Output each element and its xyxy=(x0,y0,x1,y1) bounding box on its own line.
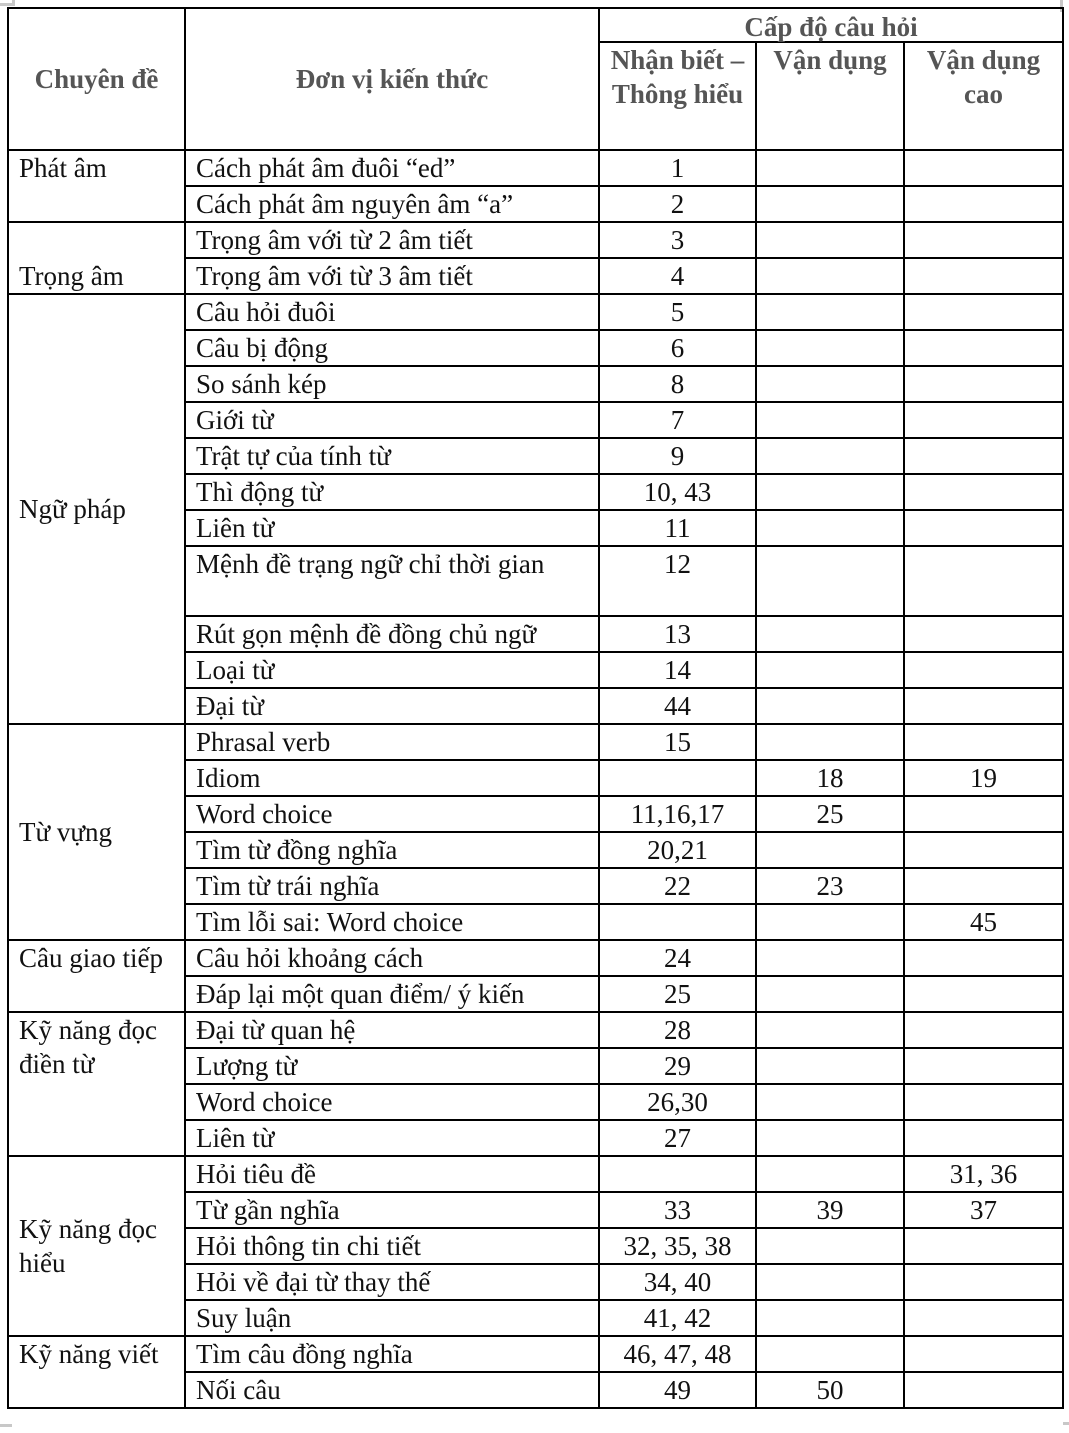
application-cell xyxy=(756,976,904,1012)
table-row xyxy=(8,294,1063,330)
table-row xyxy=(8,724,1063,760)
recognition-cell: 27 xyxy=(599,1120,756,1156)
application-cell xyxy=(756,1084,904,1120)
advanced-application-cell xyxy=(904,330,1063,366)
knowledge-unit-cell: Tìm câu đồng nghĩa xyxy=(185,1336,599,1372)
recognition-cell: 1 xyxy=(599,150,756,186)
recognition-cell: 11,16,17 xyxy=(599,796,756,832)
knowledge-unit-cell: Loại từ xyxy=(185,652,599,688)
header-level-recognition: Nhận biết – Thông hiểu xyxy=(599,42,756,150)
knowledge-unit-cell: Tìm từ đồng nghĩa xyxy=(185,832,599,868)
advanced-application-cell xyxy=(904,258,1063,294)
recognition-cell: 41, 42 xyxy=(599,1300,756,1336)
topic-cell: Kỹ năng đọc hiểu xyxy=(8,1156,185,1336)
application-cell xyxy=(756,330,904,366)
recognition-cell: 9 xyxy=(599,438,756,474)
header-level-advanced: Vận dụng cao xyxy=(904,42,1063,150)
advanced-application-cell xyxy=(904,438,1063,474)
recognition-cell: 28 xyxy=(599,1012,756,1048)
topic-cell: Ngữ pháp xyxy=(8,294,185,724)
knowledge-unit-cell: Câu hỏi khoảng cách xyxy=(185,940,599,976)
table-row xyxy=(8,150,1063,186)
advanced-application-cell xyxy=(904,1120,1063,1156)
recognition-cell: 44 xyxy=(599,688,756,724)
knowledge-unit-cell: Mệnh đề trạng ngữ chỉ thời gian xyxy=(185,546,599,616)
advanced-application-cell xyxy=(904,366,1063,402)
advanced-application-cell xyxy=(904,868,1063,904)
recognition-cell: 11 xyxy=(599,510,756,546)
knowledge-unit-cell: Hỏi thông tin chi tiết xyxy=(185,1228,599,1264)
topic-cell: Trọng âm xyxy=(8,222,185,294)
knowledge-unit-cell: Tìm lỗi sai: Word choice xyxy=(185,904,599,940)
table-row xyxy=(8,1156,1063,1192)
advanced-application-cell xyxy=(904,652,1063,688)
application-cell xyxy=(756,724,904,760)
advanced-application-cell xyxy=(904,186,1063,222)
knowledge-unit-cell: Liên từ xyxy=(185,1120,599,1156)
knowledge-unit-cell: Trật tự của tính từ xyxy=(185,438,599,474)
recognition-cell: 26,30 xyxy=(599,1084,756,1120)
recognition-cell: 13 xyxy=(599,616,756,652)
application-cell xyxy=(756,1012,904,1048)
table-row xyxy=(8,222,1063,258)
topic-cell: Câu giao tiếp xyxy=(8,940,185,1012)
advanced-application-cell xyxy=(904,474,1063,510)
application-cell xyxy=(756,904,904,940)
advanced-application-cell xyxy=(904,510,1063,546)
knowledge-unit-cell: Hỏi tiêu đề xyxy=(185,1156,599,1192)
application-cell xyxy=(756,438,904,474)
knowledge-unit-cell: Word choice xyxy=(185,796,599,832)
application-cell xyxy=(756,616,904,652)
knowledge-unit-cell: Lượng từ xyxy=(185,1048,599,1084)
application-cell xyxy=(756,258,904,294)
application-cell xyxy=(756,474,904,510)
table-row xyxy=(8,1012,1063,1048)
knowledge-unit-cell: Trọng âm với từ 3 âm tiết xyxy=(185,258,599,294)
recognition-cell: 33 xyxy=(599,1192,756,1228)
application-cell xyxy=(756,294,904,330)
recognition-cell: 10, 43 xyxy=(599,474,756,510)
topic-cell: Kỹ năng đọc điền từ xyxy=(8,1012,185,1156)
advanced-application-cell: 45 xyxy=(904,904,1063,940)
advanced-application-cell xyxy=(904,1372,1063,1408)
header-unit: Đơn vị kiến thức xyxy=(185,8,599,150)
advanced-application-cell: 37 xyxy=(904,1192,1063,1228)
advanced-application-cell: 31, 36 xyxy=(904,1156,1063,1192)
application-cell xyxy=(756,1048,904,1084)
header-topic: Chuyên đề xyxy=(8,8,185,150)
application-cell xyxy=(756,1156,904,1192)
knowledge-unit-cell: Liên từ xyxy=(185,510,599,546)
recognition-cell: 49 xyxy=(599,1372,756,1408)
advanced-application-cell xyxy=(904,616,1063,652)
recognition-cell xyxy=(599,1156,756,1192)
page-corner-mark xyxy=(1063,1422,1069,1433)
advanced-application-cell xyxy=(904,150,1063,186)
advanced-application-cell xyxy=(904,688,1063,724)
application-cell xyxy=(756,546,904,616)
application-cell xyxy=(756,1120,904,1156)
table-row xyxy=(8,1336,1063,1372)
application-cell xyxy=(756,940,904,976)
advanced-application-cell xyxy=(904,976,1063,1012)
recognition-cell: 14 xyxy=(599,652,756,688)
advanced-application-cell xyxy=(904,796,1063,832)
knowledge-unit-cell: Rút gọn mệnh đề đồng chủ ngữ xyxy=(185,616,599,652)
advanced-application-cell xyxy=(904,832,1063,868)
advanced-application-cell xyxy=(904,1228,1063,1264)
table-row xyxy=(8,940,1063,976)
topic-cell: Từ vựng xyxy=(8,724,185,940)
knowledge-unit-cell: Cách phát âm đuôi “ed” xyxy=(185,150,599,186)
topic-cell: Kỹ năng viết xyxy=(8,1336,185,1408)
recognition-cell: 2 xyxy=(599,186,756,222)
advanced-application-cell: 19 xyxy=(904,760,1063,796)
recognition-cell: 3 xyxy=(599,222,756,258)
header-level-application: Vận dụng xyxy=(756,42,904,150)
knowledge-unit-cell: Cách phát âm nguyên âm “a” xyxy=(185,186,599,222)
page-corner-mark xyxy=(0,1424,12,1433)
application-cell xyxy=(756,652,904,688)
knowledge-unit-cell: Phrasal verb xyxy=(185,724,599,760)
advanced-application-cell xyxy=(904,546,1063,616)
recognition-cell: 6 xyxy=(599,330,756,366)
recognition-cell: 24 xyxy=(599,940,756,976)
application-cell xyxy=(756,1300,904,1336)
topic-cell: Phát âm xyxy=(8,150,185,222)
application-cell: 25 xyxy=(756,796,904,832)
recognition-cell: 7 xyxy=(599,402,756,438)
recognition-cell: 12 xyxy=(599,546,756,616)
application-cell xyxy=(756,1228,904,1264)
advanced-application-cell xyxy=(904,222,1063,258)
knowledge-unit-cell: Word choice xyxy=(185,1084,599,1120)
knowledge-unit-cell: Đáp lại một quan điểm/ ý kiến xyxy=(185,976,599,1012)
recognition-cell: 15 xyxy=(599,724,756,760)
recognition-cell xyxy=(599,904,756,940)
knowledge-unit-cell: Hỏi về đại từ thay thế xyxy=(185,1264,599,1300)
question-matrix-table xyxy=(7,7,1064,1409)
application-cell xyxy=(756,688,904,724)
advanced-application-cell xyxy=(904,294,1063,330)
application-cell: 39 xyxy=(756,1192,904,1228)
advanced-application-cell xyxy=(904,1264,1063,1300)
application-cell: 18 xyxy=(756,760,904,796)
knowledge-unit-cell: Trọng âm với từ 2 âm tiết xyxy=(185,222,599,258)
recognition-cell: 29 xyxy=(599,1048,756,1084)
knowledge-unit-cell: Đại từ quan hệ xyxy=(185,1012,599,1048)
recognition-cell: 25 xyxy=(599,976,756,1012)
knowledge-unit-cell: Suy luận xyxy=(185,1300,599,1336)
advanced-application-cell xyxy=(904,1048,1063,1084)
knowledge-unit-cell: Giới từ xyxy=(185,402,599,438)
application-cell xyxy=(756,366,904,402)
recognition-cell: 4 xyxy=(599,258,756,294)
knowledge-unit-cell: Câu hỏi đuôi xyxy=(185,294,599,330)
application-cell xyxy=(756,150,904,186)
knowledge-unit-cell: Nối câu xyxy=(185,1372,599,1408)
recognition-cell: 46, 47, 48 xyxy=(599,1336,756,1372)
advanced-application-cell xyxy=(904,402,1063,438)
knowledge-unit-cell: So sánh kép xyxy=(185,366,599,402)
recognition-cell: 32, 35, 38 xyxy=(599,1228,756,1264)
recognition-cell: 8 xyxy=(599,366,756,402)
page-corner-mark xyxy=(0,0,15,6)
application-cell xyxy=(756,402,904,438)
application-cell: 50 xyxy=(756,1372,904,1408)
advanced-application-cell xyxy=(904,724,1063,760)
knowledge-unit-cell: Từ gần nghĩa xyxy=(185,1192,599,1228)
header-level-group: Cấp độ câu hỏi xyxy=(599,8,1063,42)
advanced-application-cell xyxy=(904,1300,1063,1336)
application-cell xyxy=(756,510,904,546)
knowledge-unit-cell: Đại từ xyxy=(185,688,599,724)
application-cell xyxy=(756,1336,904,1372)
recognition-cell: 20,21 xyxy=(599,832,756,868)
advanced-application-cell xyxy=(904,1336,1063,1372)
advanced-application-cell xyxy=(904,1084,1063,1120)
knowledge-unit-cell: Thì động từ xyxy=(185,474,599,510)
application-cell xyxy=(756,186,904,222)
knowledge-unit-cell: Idiom xyxy=(185,760,599,796)
knowledge-unit-cell: Tìm từ trái nghĩa xyxy=(185,868,599,904)
recognition-cell xyxy=(599,760,756,796)
table-body xyxy=(8,150,1063,1408)
recognition-cell: 22 xyxy=(599,868,756,904)
recognition-cell: 5 xyxy=(599,294,756,330)
advanced-application-cell xyxy=(904,940,1063,976)
application-cell: 23 xyxy=(756,868,904,904)
advanced-application-cell xyxy=(904,1012,1063,1048)
application-cell xyxy=(756,832,904,868)
recognition-cell: 34, 40 xyxy=(599,1264,756,1300)
application-cell xyxy=(756,1264,904,1300)
knowledge-unit-cell: Câu bị động xyxy=(185,330,599,366)
application-cell xyxy=(756,222,904,258)
